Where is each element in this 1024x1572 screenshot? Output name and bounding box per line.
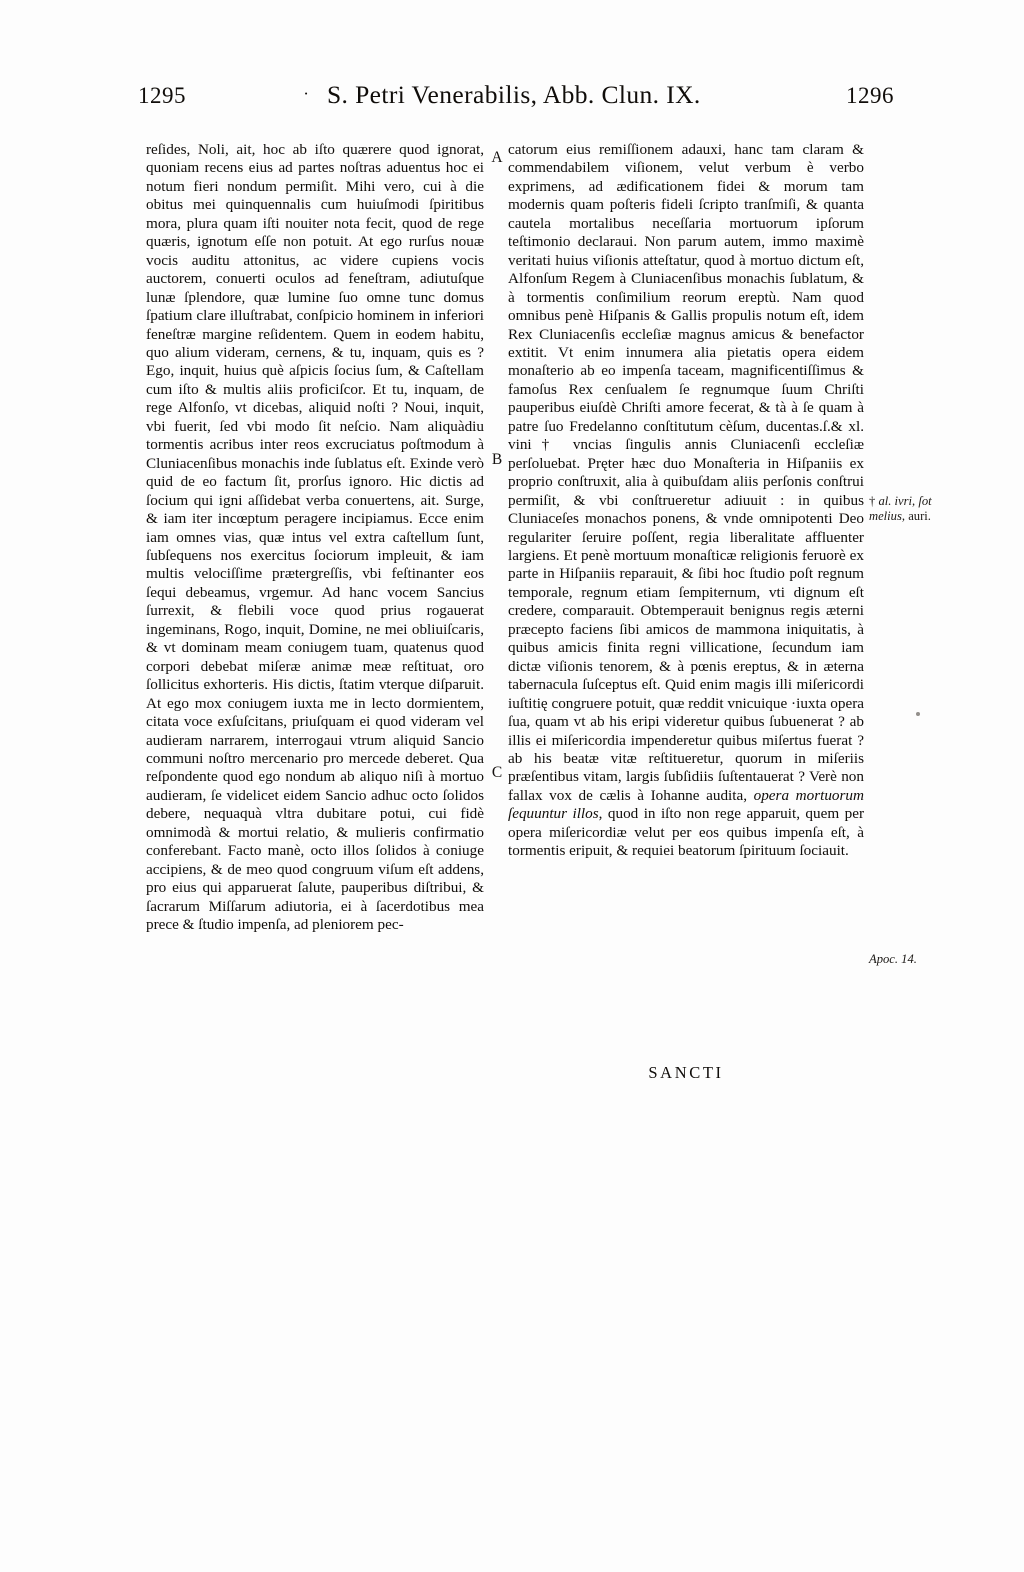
marginal-note-variant-reading (869, 494, 999, 525)
head-separator-dot: · (303, 84, 309, 103)
section-letter-c: C (491, 764, 503, 781)
running-head-center (303, 80, 700, 110)
marginal-note-line-1: al. ivri, ſot (878, 494, 932, 508)
body-paragraph: reſides, Noli, ait, hoc ab iſto quærere quod ignorat, quoniam recens eius ad partes noſtras aduentus hoc ei notum fieri nondum permiſit. Mihi vero, cui à die obitus mei quinquennalis cum huiuſmodi ſpiritibus mora, plura quam iſti nouiter nota fecit, quod de rege quæris, ignotum eſſe non potuit. At ego rurſus nouæ vocis auditu attonitus, ac videre cupiens vocis auctorem, conuerti oculos ad feneſtram, adiutuſque lunæ ſplendore, quæ lumine ſuo omne tunc domus ſpatium clare illuſtrabat, conſpicio hominem in inferiori feneſtræ margine reſidentem. Quem in eodem habitu, quo alium videram, cernens, & tu, inquam, quis es ? Ego, inquit, huius què aſpicis ſocius ſum, & Caſtellam cum iſto & multis aliis proficiſcor. Et tu, inquam, de rege Alfonſo, vt dicebas, aliquid noſti ? Noui, inquit, vbi fuerit, ſed vbi modo ſit neſcio. Nam aliquàdiu tormentis acribus inter reos excruciatus poſtmodum à Cluniacenſibus monachis inde ſublatus eſt. Exinde verò quid de eo factum ſit, prorſus ignoro. Hic dictis ad ſocium qui igni aſſidebat verba conuertens, ait. Surge, & iam iter incœptum peragere incipiamus. Ecce enim iam omnes vias, quæ intus vel extra caſtellum ſunt, ſubſequens nos exercitus ſociorum impleuit, & iam multis velociſſime prætergreſſis, vbi feſtinanter eos ſequi debeamus, vrgemur. Ad hanc vocem Sancius ſurrexit, & flebili voce quod prius rogauerat ingeminans, Rogo, inquit, Domine, ne mei obliuiſcaris, & vt dominam meam coniugem tuam, quatenus quod corpori debebat miſeræ animæ meæ reſtituat, oro ſollicitus exhorteris. His dictis, ſtatim vterque diſparuit. At ego mox coniugem iuxta me in lecto dormientem, citata voce exſuſcitans, priuſquam ei quod videram vel audieram narrarem, interrogaui vtrum aliquid Sancio communi noſtro mercenario pro mercede deberet. Qua reſpondente quod ego nondum ab aliquo niſi à mortuo audieram, ſe videlicet eidem Sancio adhuc octo ſolidos debere, nequaquà vltra dubitare potui, cui fidè omnimodà & mortui relatio, & mulieris confirmatio conferebant. Facto manè, octo illos ſolidos à coniuge accipiens, & de meo quod congruum viſum eſt addens, pro eius qui apparuerat ſalute, pauperibus diſtribui, & ſacrarum Miſſarum adiutoria, ei à ſacerdotibus mea prece & ſtudio impenſa, ad pleniorem pec- (146, 141, 484, 934)
paragraph-text-after-quote: , quod in iſto non rege apparuit, quem per opera miſericordiæ velut per eos quibus impenſa eſt, à tormentis eripuit, & requiei beatorum ſpirituum ſociauit. (508, 805, 865, 860)
marginal-note-scripture-reference (869, 952, 999, 967)
page-title: S. Petri Venerabilis, Abb. Clun. IX. (326, 80, 701, 109)
marginal-note-line-2: melius, (869, 509, 906, 524)
dagger-icon: † (869, 494, 876, 508)
scripture-reference: Apoc. 14. (869, 952, 917, 966)
scripture-quotation: opera mortuorum ſequuntur illos (508, 786, 864, 823)
catchword: SANCTI (648, 1063, 724, 1082)
body-paragraph (508, 141, 864, 861)
folio-number-left: 1295 (138, 83, 186, 108)
running-head (138, 80, 894, 120)
section-letter-a: A (491, 149, 503, 166)
paragraph-text-before-quote: catorum eius remiſſionem adauxi, hanc tam claram & commendabilem viſionem, velut verbum è verbo exprimens, ad ædificationem fidei & morum tam modernis quam poſteris fideli ſcripto tranſmiſi, & quanta cautela mortalibus neceſſaria mortuorum ipſorum teſtimonio declaraui. Non parum autem, immo maximè veritati huius viſionis atteſtatur, quod à mortuo dictum eſt, Alfonſum Regem à Cluniacenſibus monachis ſublatum, & à tormentis conſimilium reorum ereptù. Nam quod omnibus penè Hiſpanis & Gallis propulis notum eſt, idem Rex Cluniacenſis eccleſiæ magnus amicus & benefactor extitit. Vt enim innumera alia pietatis opera eidem monaſterio ab eo impenſa taceam, magnificentiſſimus & famoſus Rex cenſualem ſe regnumque ſuum Chriſti pauperibus eiuſdè Chriſti amore fecerat, & tà à ſe quam à patre ſuo Fredelanno conſtitutum cèſum, ducentas.ſ.& xl. vini† vncias ſingulis annis Cluniacenſi eccleſiæ perſoluebat. Pręter hæc duo Monaſteria in Hiſpaniis ex proprio conſtruxit, alia à quibuſdam aliis perſonis conſtrui permiſit, & vbi conſtrueretur adiuuit : in quibus Cluniaceſes monachos ponens, & vnde omnipotenti Deo regulariter ſeruire poſſent, regia liberalitate affluenter largiens. Et penè mortuum monaſticæ religionis feruorè ex parte in Hiſpaniis reparauit, & ſibi hoc ſtudio poſt regnum temporale, regnum etiam ſempiternum, vti dignum eſt credere, comparauit. Obtemperauit benignus regis æterni præcepto faciens ſibi amicos de mammona iniquitatis, à quibus amicis finita regni villicatione, ſecundum iam dictæ viſionis tenorem, & à pœnis ereptus, & in æterna tabernacula ſuſceptus eſt. Quid enim magis illi miſericordi iuſtitię congruere potuit, quæ reddit vnicuique ·iuxta opera ſua, quam vt ab his eripi videretur quibus ſubuenerat ? ab illis ei miſericordia impenderetur quibus miſertus fuerat ? ab his beatæ vitæ reſtitueretur, quorum in miſeriis præſentibus vitam, largis ſubſidiis ſuſtentauerat ? Verè non fallax vox de cælis à Iohanne audita, (508, 141, 864, 804)
ink-speck (916, 712, 920, 716)
column-left (146, 141, 484, 934)
marginal-note-line-2-roman: auri. (908, 509, 931, 524)
folio-number-right: 1296 (846, 83, 894, 108)
section-letter-b: B (491, 451, 503, 468)
column-right (508, 141, 864, 861)
